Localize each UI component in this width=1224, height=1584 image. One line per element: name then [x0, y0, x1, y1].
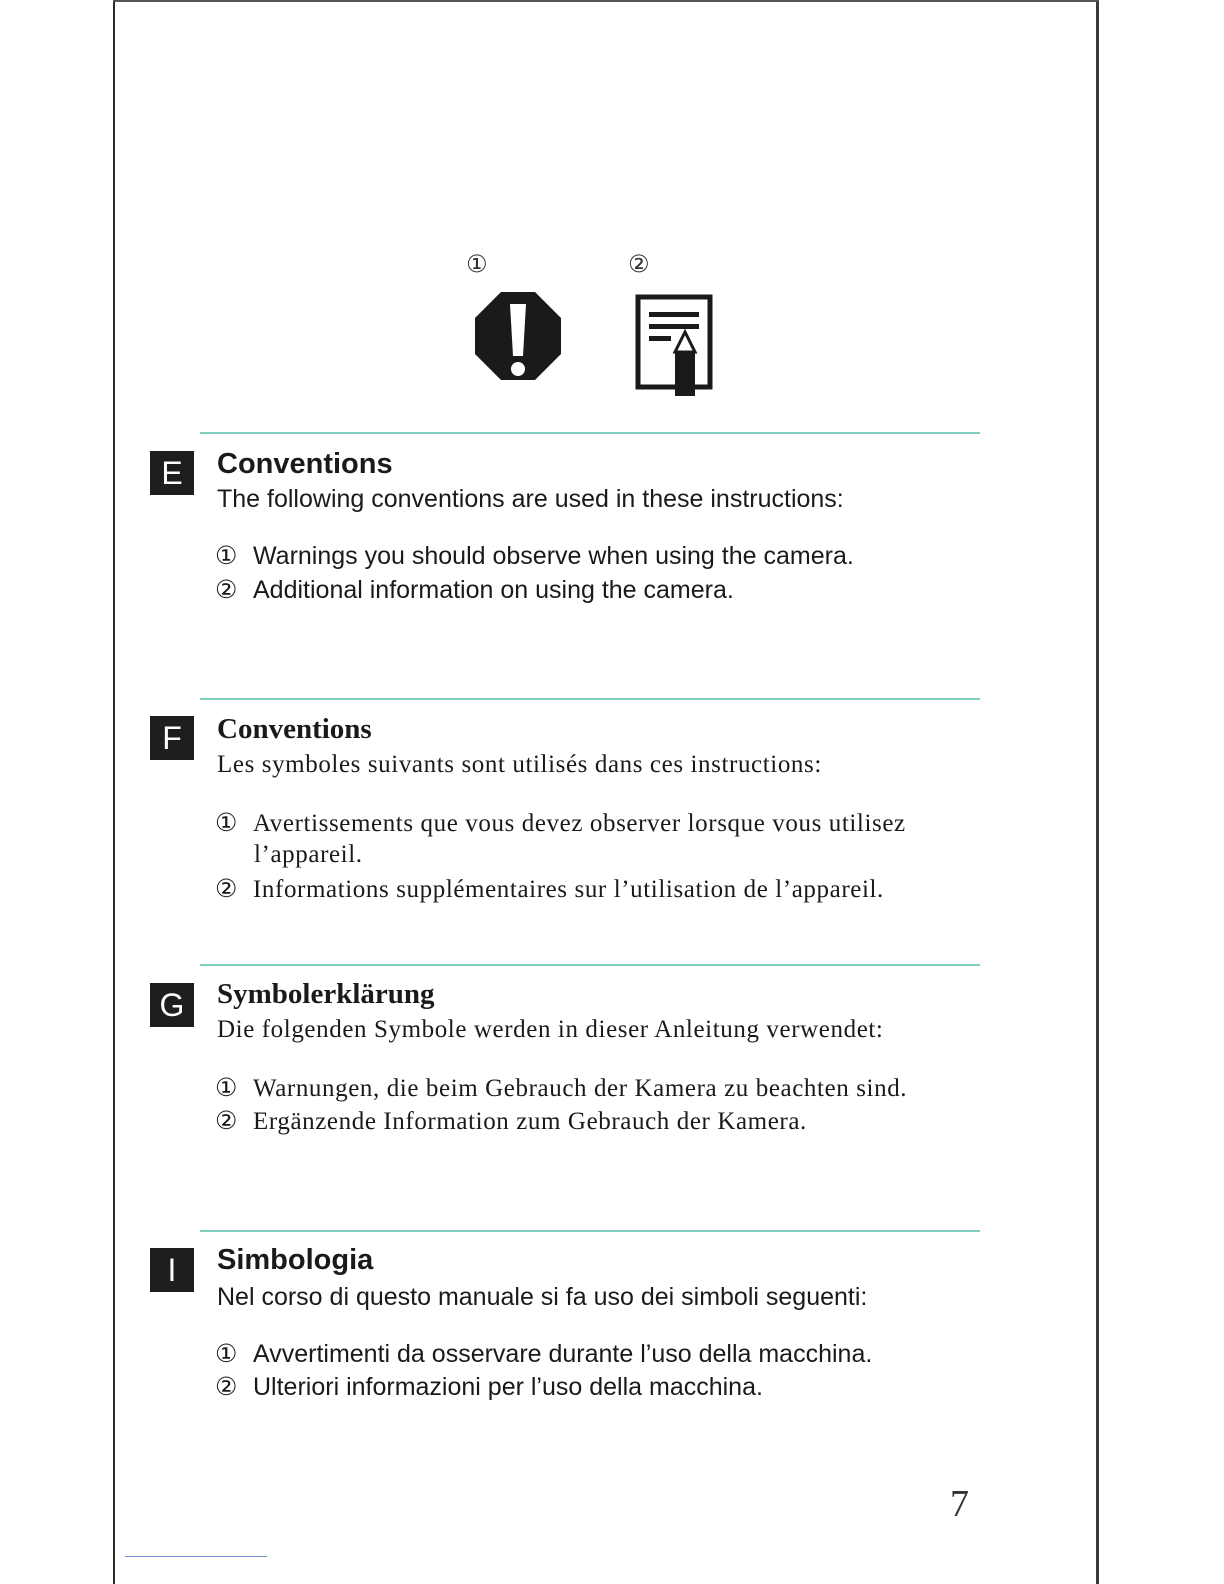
item-number: ① [215, 1075, 239, 1102]
item-number: ② [215, 1373, 238, 1401]
language-badge-g: G [150, 983, 194, 1027]
page-border-top [113, 0, 1099, 2]
section-title: Conventions [217, 448, 393, 480]
language-badge-f: F [150, 716, 194, 760]
page-border-left [113, 0, 115, 1584]
item-number: ① [215, 542, 238, 570]
item-text: Warnings you should observe when using the camera. [253, 542, 854, 570]
page-number: 7 [950, 1483, 969, 1525]
item-text: Additional information on using the camera. [253, 576, 734, 604]
item-number: ② [215, 876, 239, 903]
section-intro: Nel corso di questo manuale si fa uso dei simboli seguenti: [217, 1283, 868, 1311]
page-border-right [1096, 0, 1099, 1584]
item-text: Ergänzende Information zum Gebrauch der Kamera. [253, 1108, 807, 1135]
item-text: Avertissements que vous devez observer lorsque vous utilisez [253, 810, 906, 837]
section-title: Symbolerklärung [217, 978, 435, 1010]
language-badge-i: I [150, 1248, 194, 1292]
item-number: ② [215, 576, 238, 604]
item-number: ② [215, 1108, 239, 1135]
item-text: Ulteriori informazioni per l’uso della macchina. [253, 1373, 763, 1401]
list-item-info [215, 1106, 807, 1136]
info-number-label: ② [628, 250, 650, 278]
section-intro: Die folgenden Symbole werden in dieser Anleitung verwendet: [217, 1016, 884, 1043]
section-divider [200, 964, 980, 966]
section-divider [200, 1230, 980, 1232]
section-intro: The following conventions are used in these instructions: [217, 485, 844, 513]
item-number: ① [215, 810, 239, 837]
section-divider [200, 698, 980, 700]
section-title: Simbologia [217, 1244, 374, 1276]
list-item-info [215, 1372, 763, 1402]
item-text: Avvertimenti da osservare durante l’uso della macchina. [253, 1340, 873, 1368]
list-item-warning [215, 541, 854, 571]
section-intro: Les symboles suivants sont utilisés dans ces instructions: [217, 751, 822, 778]
list-item-info [215, 874, 884, 904]
warning-exclamation-icon [475, 292, 561, 380]
list-item-info [215, 575, 734, 605]
item-text-continuation: l’appareil. [254, 841, 363, 868]
item-number: ① [215, 1340, 238, 1368]
list-item-warning [215, 808, 906, 838]
page-bottom-line [125, 1556, 267, 1557]
list-item-warning [215, 1073, 907, 1103]
item-text: Informations supplémentaires sur l’utilisation de l’appareil. [253, 876, 884, 903]
section-title: Conventions [217, 713, 372, 745]
section-divider [200, 432, 980, 434]
warning-number-label: ① [466, 250, 488, 278]
list-item-warning [215, 1339, 872, 1369]
document-pencil-icon [635, 294, 713, 396]
language-badge-e: E [150, 451, 194, 495]
item-text: Warnungen, die beim Gebrauch der Kamera zu beachten sind. [253, 1075, 908, 1102]
